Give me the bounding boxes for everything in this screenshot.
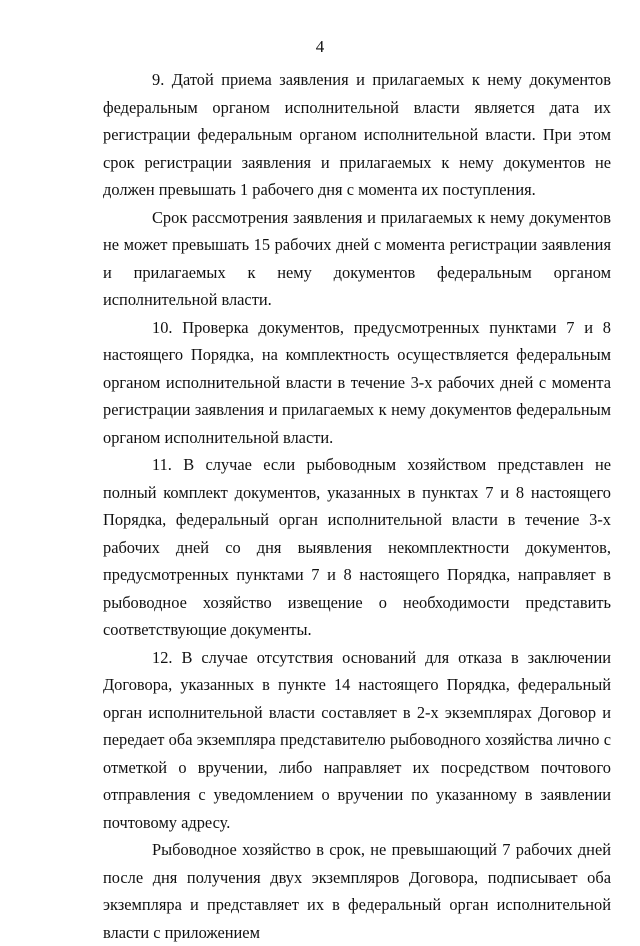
page-number: 4 (315, 37, 325, 56)
paragraph-review-period: Срок рассмотрения заявления и прилагаемых к нему документов не может превышать 15 рабочих дней с момента регистрации заявления и прилагаемых к нему документов федеральным органом исполнительной власти. (103, 207, 611, 309)
paragraph-10: 10. Проверка документов, предусмотренных пунктами 7 и 8 настоящего Порядка, на комплектность осуществляется федеральным органом исполнительной власти в течение 3-х рабочих дней с момента регистрации заявления и прилагаемых к нему документов федеральным органом исполнительной власти. (103, 317, 611, 447)
paragraph-9: 9. Датой приема заявления и прилагаемых к нему документов федеральным органом исполнительной власти является дата их регистрации федеральным органом исполнительной власти. При этом срок регистрации заявления и прилагаемых к нему документов не должен превышать 1 рабочего дня с момента их поступления. (103, 70, 611, 199)
paragraph-12: 12. В случае отсутствия оснований для отказа в заключении Договора, указанных в пункте 14 настоящего Порядка, федеральный орган исполнительной власти составляет в 2-х экземплярах Договор и передает оба экземпляра представителю рыбоводного хозяйства лично с отметкой о вручении, либо направляет их посредством почтового отправления с уведомлением о вручении по указанному в заявлении почтовому адресу. (103, 647, 611, 832)
paragraph-signing: Рыбоводное хозяйство в срок, не превышающий 7 рабочих дней после дня получения двух экземпляров Договора, подписывает оба экземпляра и представляет их в федеральный орган исполнительной власти с приложением (103, 840, 611, 942)
document-body (103, 66, 611, 946)
paragraph-11: 11. В случае если рыбоводным хозяйством представлен не полный комплект документов, указанных в пунктах 7 и 8 настоящего Порядка, федеральный орган исполнительной власти в течение 3-х рабочих дней со дня выявления некомплектности документов, предусмотренных пунктами 7 и 8 настоящего Порядка, направляет в рыбоводное хозяйство извещение о необходимости представить соответствующие документы. (103, 455, 611, 639)
